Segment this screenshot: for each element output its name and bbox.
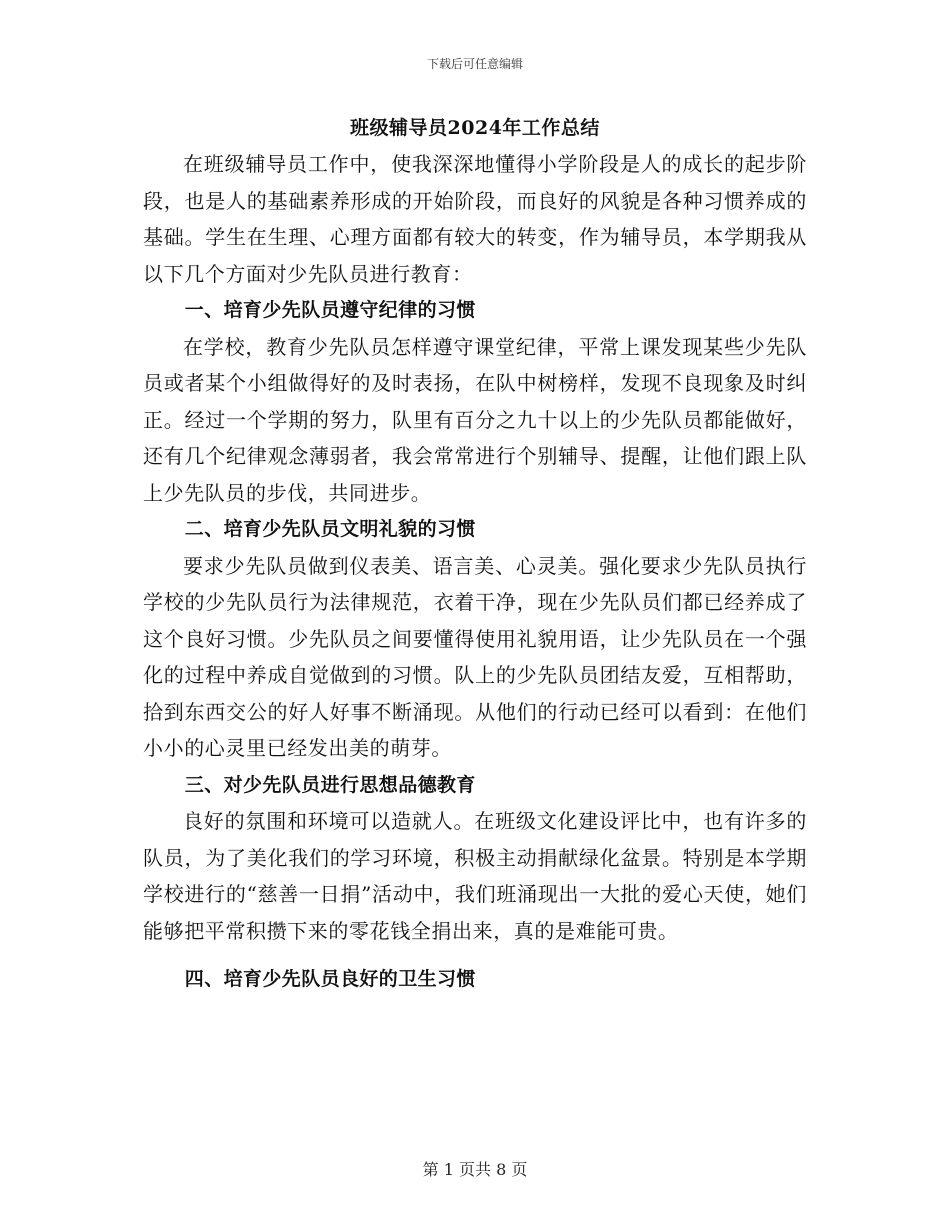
intro-paragraph: 在班级辅导员工作中，使我深深地懂得小学阶段是人的成长的起步阶段，也是人的基础素养形成的开始阶段，而良好的风貌是各种习惯养成的基础。学生在生理、心理方面都有较大的转变，作为辅导员，本学期我从以下几个方面对少先队员进行教育： [143, 152, 807, 286]
section-paragraph-1: 在学校，教育少先队员怎样遵守课堂纪律，平常上课发现某些少先队员或者某个小组做得好的及时表扬，在队中树榜样，发现不良现象及时纠正。经过一个学期的努力，队里有百分之九十以上的少先队员都能做好，还有几个纪律观念薄弱者，我会常常进行个别辅导、提醒，让他们跟上队上少先队员的步伐，共同进步。 [143, 334, 807, 505]
section-paragraph-2: 要求少先队员做到仪表美、语言美、心灵美。强化要求少先队员执行学校的少先队员行为法律规范，衣着干净，现在少先队员们都已经养成了这个良好习惯。少先队员之间要懂得使用礼貌用语，让少先队员在一个强化的过程中养成自觉做到的习惯。队上的少先队员团结友爱，互相帮助，拾到东西交公的好人好事不断涌现。从他们的行动已经可以看到：在他们小小的心灵里已经发出美的萌芽。 [143, 553, 807, 760]
section-heading-4: 四、培育少先队员良好的卫生习惯 [184, 968, 476, 990]
section-heading-2: 二、培育少先队员文明礼貌的习惯 [184, 518, 476, 540]
document-title: 班级辅导员2024年工作总结 [350, 117, 600, 139]
section-heading-3: 三、对少先队员进行思想品德教育 [184, 773, 476, 796]
page-number: 第 1 页共 8 页 [422, 1160, 528, 1179]
section-heading-1: 一、培育少先队员遵守纪律的习惯 [184, 299, 476, 321]
section-paragraph-3: 良好的氛围和环境可以造就人。在班级文化建设评比中，也有许多的队员，为了美化我们的学习环境，积极主动捐献绿化盆景。特别是本学期学校进行的“慈善一日捐”活动中，我们班涌现出一大批的爱心天使，她们能够把平常积攒下来的零花钱全捐出来，真的是难能可贵。 [143, 809, 807, 943]
header-note: 下载后可任意编辑 [426, 57, 523, 71]
document-body [143, 112, 807, 998]
